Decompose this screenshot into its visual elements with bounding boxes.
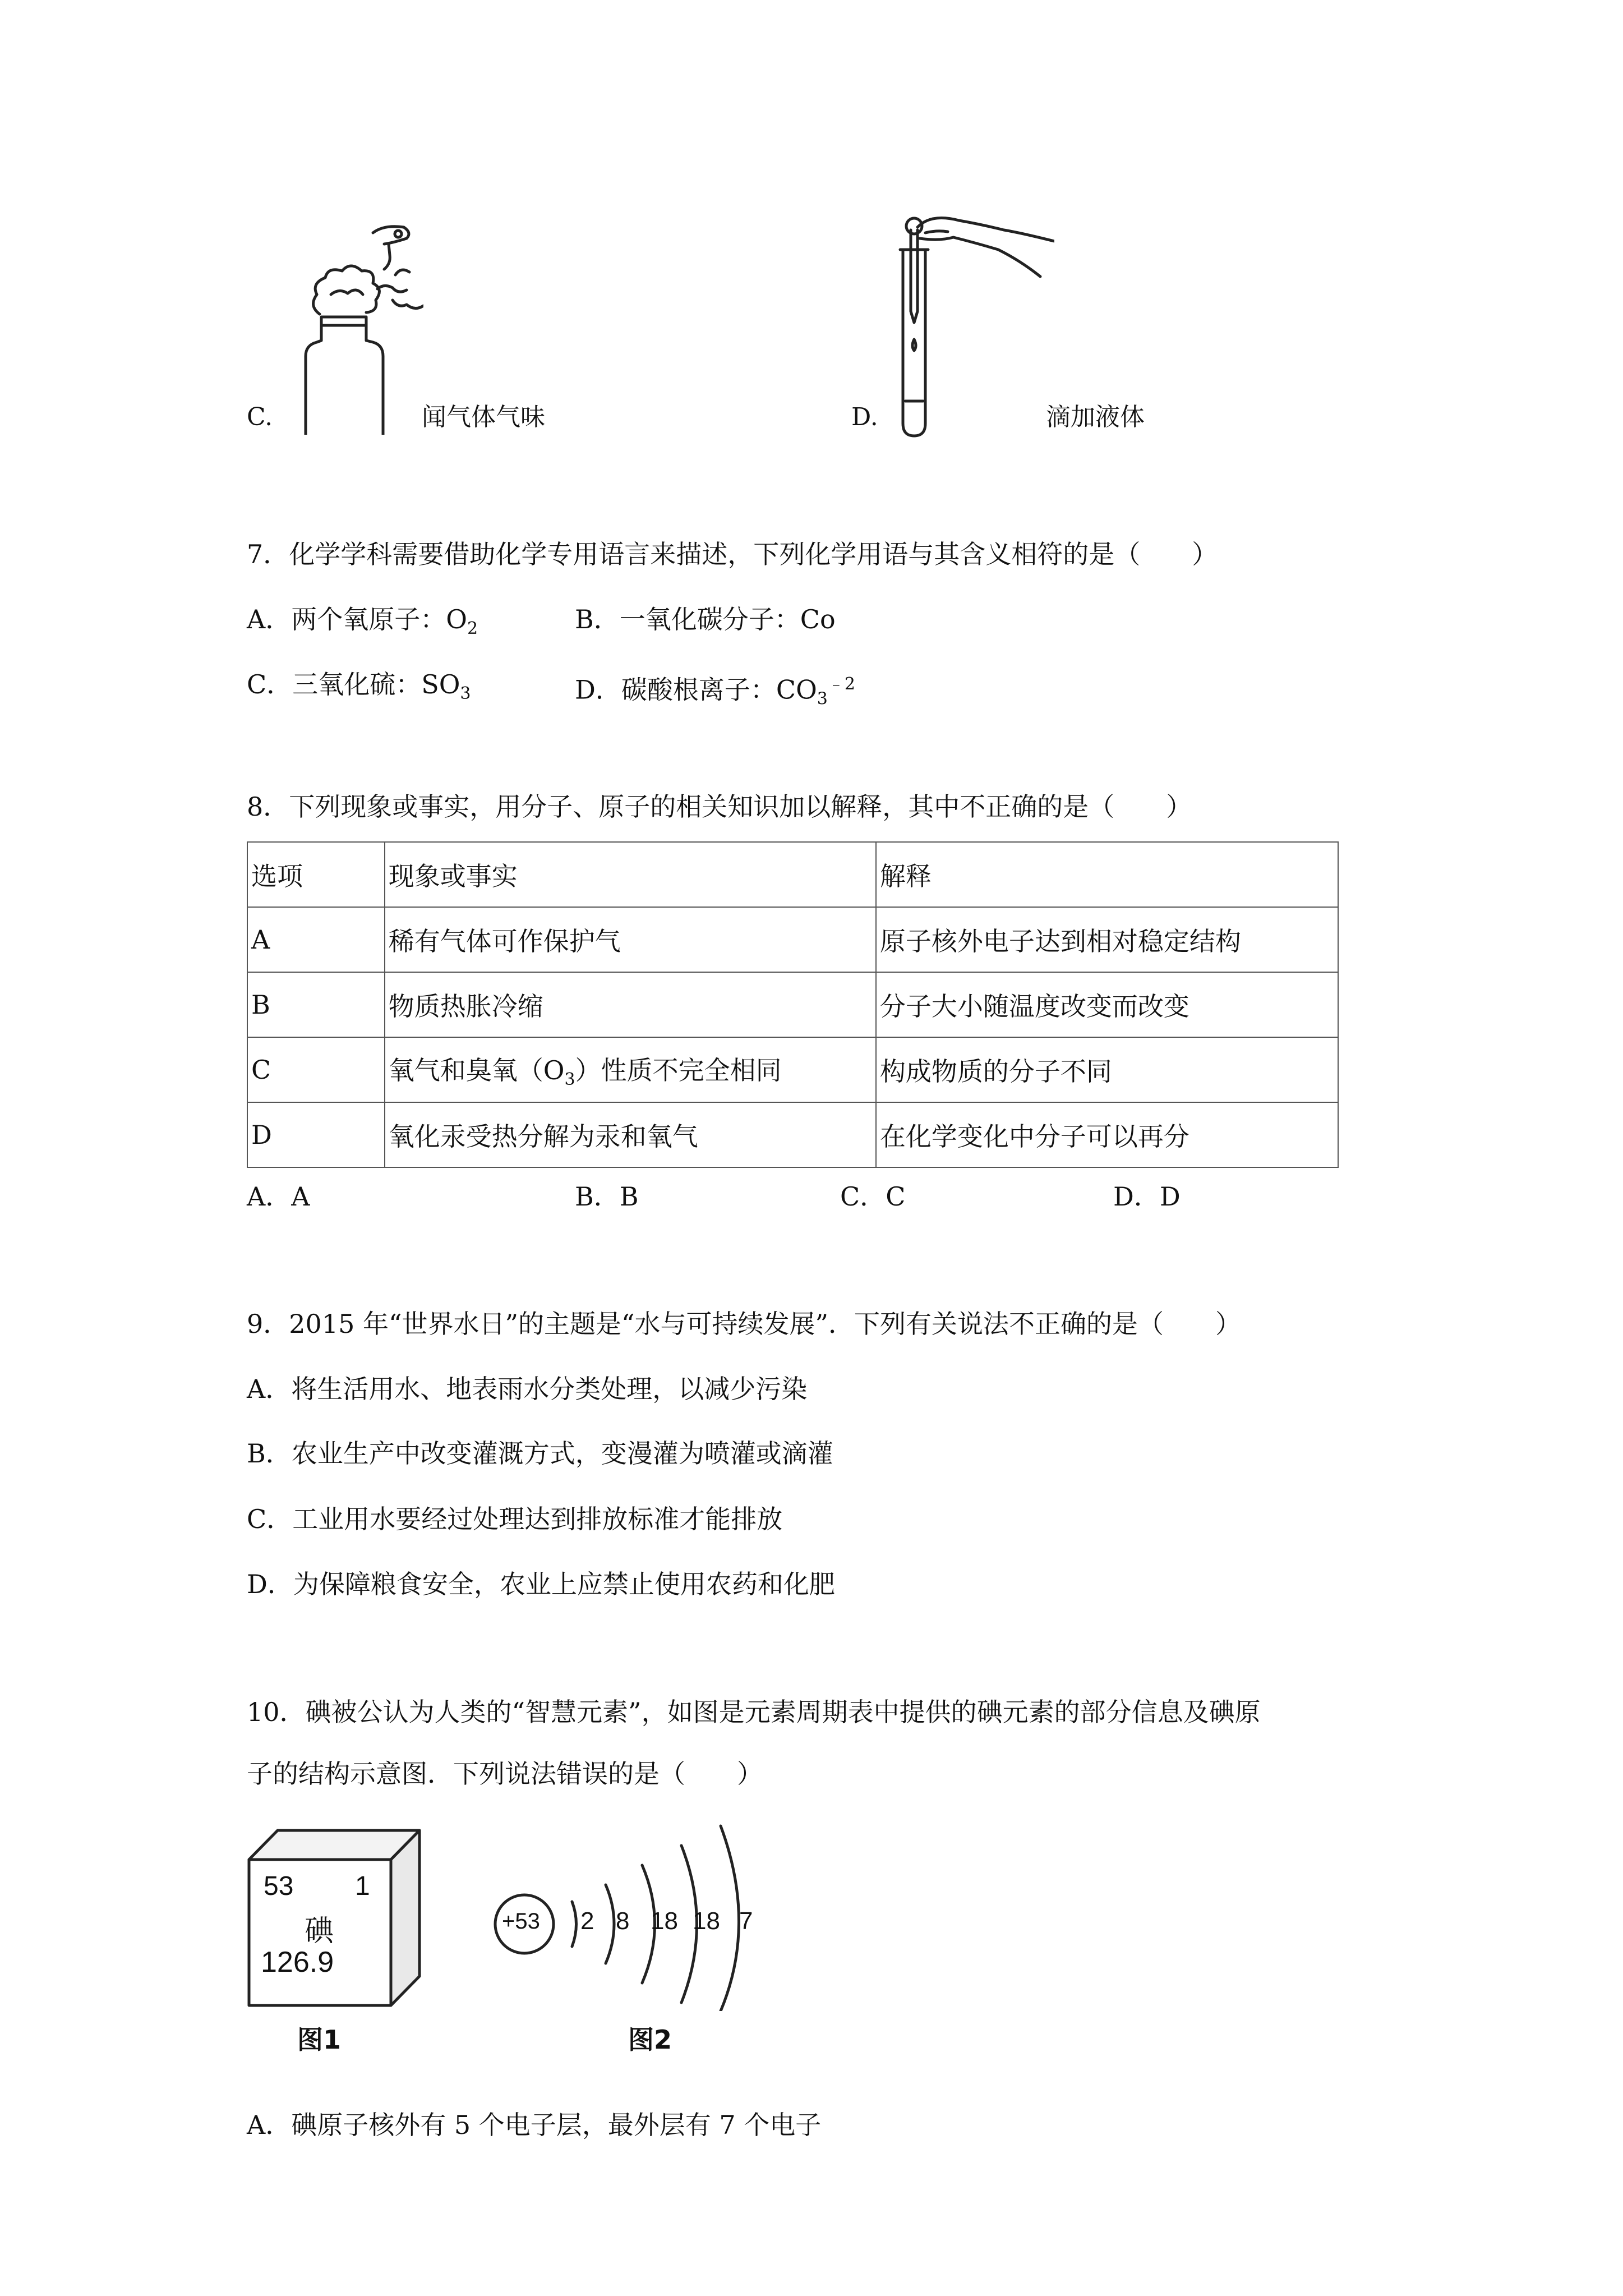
table-cell: 分子大小随温度改变而改变: [876, 972, 1338, 1037]
table-cell: 氧化汞受热分解为汞和氧气: [385, 1102, 876, 1167]
atomic-mass: 126.9: [261, 1946, 334, 1978]
q7-option-c-text: C．三氧化硫：SO: [247, 669, 460, 700]
q10-option-a: A．碘原子核外有 5 个电子层，最外层有 7 个电子: [247, 2110, 822, 2140]
q9-option-d: D．为保障粮食安全，农业上应禁止使用农药和化肥: [247, 1569, 835, 1599]
shell-electron-count: 7: [739, 1907, 753, 1935]
q10-stem-line-1: 10．碘被公认为人类的“智慧元素”，如图是元素周期表中提供的碘元素的部分信息及碘原: [247, 1697, 1261, 1727]
table-row: [247, 907, 1338, 972]
table-cell-text: ）性质不完全相同: [575, 1055, 782, 1085]
q7-stem: 7．化学学科需要借助化学专用语言来描述，下列化学用语与其含义相符的是（ ）: [247, 539, 1218, 569]
q7-option-d-text: D．碳酸根离子：CO: [575, 674, 817, 705]
q8-table: [247, 841, 1339, 1168]
table-cell: 物质热胀冷缩: [385, 972, 876, 1037]
q7-option-d: [575, 668, 855, 716]
table-cell: B: [247, 972, 385, 1037]
nucleus-charge: +53: [502, 1909, 540, 1934]
table-header-cell: 现象或事实: [385, 842, 876, 907]
q7-option-c: [247, 668, 471, 711]
adding-liquid-illustration: [886, 216, 1054, 438]
q8-option-d: D．D: [1113, 1181, 1181, 1212]
q7-option-b-text: B．一氧化碳分子：Co: [575, 604, 836, 634]
table-cell: A: [247, 907, 385, 972]
q6-option-d-label: 滴加液体: [1046, 403, 1145, 431]
q7-option-a-subscript: 2: [467, 619, 478, 639]
iodine-element-cell-drawing: [247, 1826, 423, 2008]
shell-electron-count: 18: [693, 1907, 720, 1935]
table-row: [247, 972, 1338, 1037]
atomic-number: 53: [264, 1871, 294, 1901]
q9-stem: 9．2015 年“世界水日”的主题是“水与可持续发展”．下列有关说法不正确的是（ ）: [247, 1309, 1242, 1339]
q7-option-d-subscript: 3: [817, 689, 828, 709]
table-cell: 原子核外电子达到相对稳定结构: [876, 907, 1338, 972]
q8-option-b: B．B: [575, 1181, 639, 1212]
table-header-row: [247, 842, 1338, 907]
table-cell: 构成物质的分子不同: [876, 1037, 1338, 1102]
figure-2-caption: 图2: [628, 2024, 672, 2055]
table-cell: 稀有气体可作保护气: [385, 907, 876, 972]
q6-option-c-letter: C.: [247, 403, 273, 431]
shell-arc: [572, 1902, 577, 1947]
table-row: [247, 1037, 1338, 1102]
table-cell: 在化学变化中分子可以再分: [876, 1102, 1338, 1167]
shell-electron-count: 8: [616, 1907, 630, 1935]
shell-electron-count: 2: [580, 1907, 594, 1935]
q6-option-d-letter: D.: [851, 403, 878, 431]
table-cell: C: [247, 1037, 385, 1102]
q9-option-b: B．农业生产中改变灌溉方式，变漫灌为喷灌或滴灌: [247, 1438, 833, 1469]
q8-stem: 8．下列现象或事实，用分子、原子的相关知识加以解释，其中不正确的是（ ）: [247, 792, 1192, 822]
q9-option-c: C．工业用水要经过处理达到排放标准才能排放: [247, 1504, 783, 1534]
shell-arc: [606, 1885, 614, 1963]
shell-electron-count: 18: [651, 1907, 678, 1935]
shell-arc: [721, 1826, 739, 2011]
table-cell-subscript: 3: [564, 1070, 575, 1090]
table-row: [247, 1102, 1338, 1167]
q7-option-b: [575, 602, 836, 636]
q9-option-a: A．将生活用水、地表雨水分类处理，以减少污染: [247, 1374, 808, 1404]
table-cell: [385, 1037, 876, 1102]
table-cell: D: [247, 1102, 385, 1167]
table-header-cell: 解释: [876, 842, 1338, 907]
valence-label: 1: [355, 1871, 370, 1901]
q7-option-a: [247, 602, 478, 646]
q8-option-c: C．C: [840, 1181, 906, 1212]
q8-option-a: A．A: [247, 1181, 310, 1212]
figure-1-caption: 图1: [297, 2024, 342, 2055]
q6-option-c-label: 闻气体气味: [422, 403, 545, 431]
q10-stem-line-2: 子的结构示意图．下列说法错误的是（ ）: [247, 1759, 763, 1789]
q7-option-d-superscript: ﹣2: [827, 674, 855, 694]
smelling-gas-illustration: [294, 222, 423, 435]
q7-option-c-subscript: 3: [460, 684, 471, 704]
table-cell-text: 氧气和臭氧（O: [388, 1055, 565, 1085]
q7-option-a-text: A．两个氧原子：O: [247, 604, 467, 634]
table-header-cell: 选项: [247, 842, 385, 907]
element-name: 碘: [305, 1915, 334, 1948]
